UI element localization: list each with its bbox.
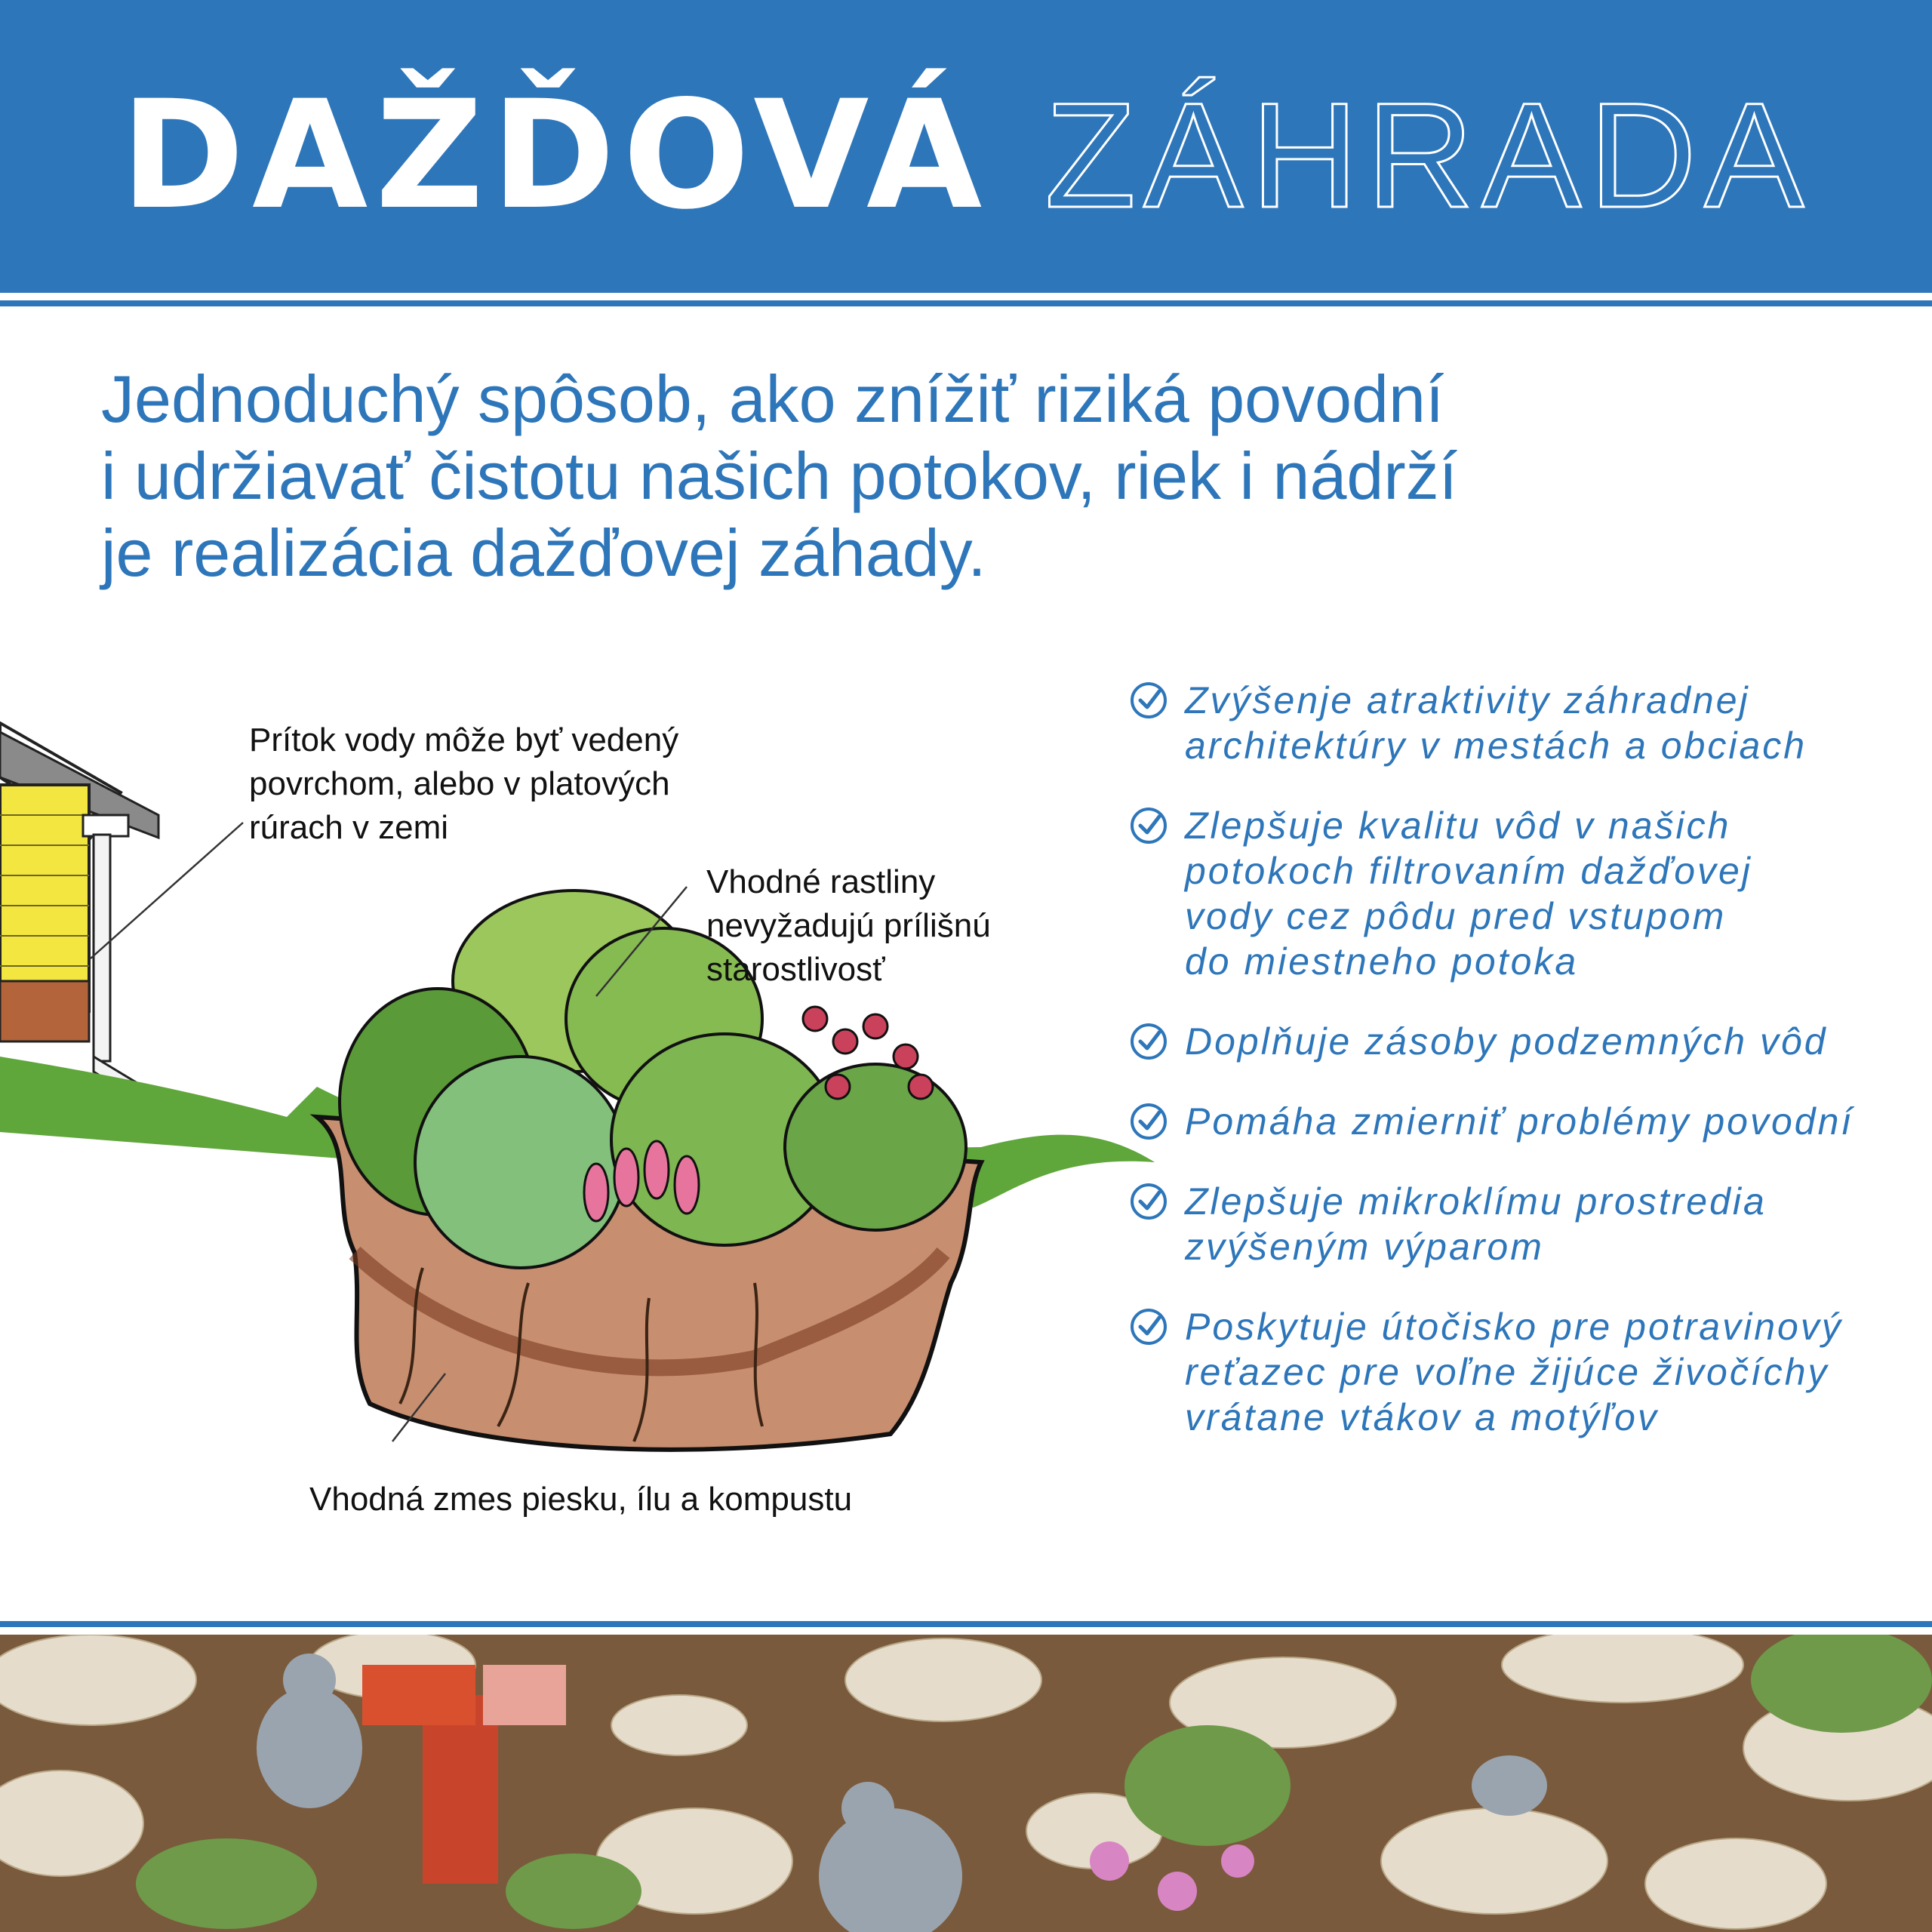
intro-line: je realizácia dažďovej záhady. — [101, 515, 986, 590]
check-circle-icon — [1129, 681, 1168, 720]
benefit-item: Pomáha zmierniť problémy povodní — [1124, 1099, 1909, 1144]
title-light: ZÁHRADA — [1044, 72, 1812, 238]
benefit-item: Zlepšuje mikroklímu prostredia zvýšeným výparom — [1124, 1179, 1909, 1269]
benefits-list — [1124, 678, 1909, 1475]
intro-line: i udržiavať čistotu našich potokov, riek i nádrží — [101, 438, 1458, 513]
page-title — [0, 68, 1932, 242]
footer-divider — [0, 1621, 1932, 1627]
benefit-item: Zvýšenje atraktivity záhradnej architektúry v mestách a obciach — [1124, 678, 1909, 768]
check-circle-icon — [1129, 1307, 1168, 1346]
house-illustration — [0, 723, 158, 1097]
caption-plants: Vhodné rastliny nevyžadujú prílišnú starostlivosť — [706, 863, 991, 988]
benefit-item: Doplňuje zásoby podzemných vôd — [1124, 1019, 1909, 1064]
caption-soil: Vhodná zmes piesku, ílu a kompustu — [309, 1481, 853, 1518]
header-banner — [0, 0, 1932, 293]
caption-inflow: Prítok vody môže byť vedený povrchom, alebo v platových rúrach v zemi — [249, 721, 679, 846]
check-circle-icon — [1129, 1102, 1168, 1141]
intro-line: Jednoduchý spôsob, ako znížiť riziká povodní — [101, 361, 1444, 436]
check-circle-icon — [1129, 1182, 1168, 1221]
benefit-item: Poskytuje útočisko pre potravinový reťazec pre voľne žijúce živočíchy vrátane vtákov a motýľov — [1124, 1304, 1909, 1440]
title-bold: DAŽĎOVÁ — [120, 68, 990, 242]
check-circle-icon — [1129, 1022, 1168, 1061]
check-circle-icon — [1129, 806, 1168, 845]
benefit-item: Zlepšuje kvalitu vôd v našich potokoch filtrovaním dažďovej vody cez pôdu pred vstupom do miestneho potoka — [1124, 803, 1909, 984]
header-divider — [0, 300, 1932, 306]
intro-text — [101, 361, 1867, 592]
garden-photo — [0, 1635, 1932, 1932]
